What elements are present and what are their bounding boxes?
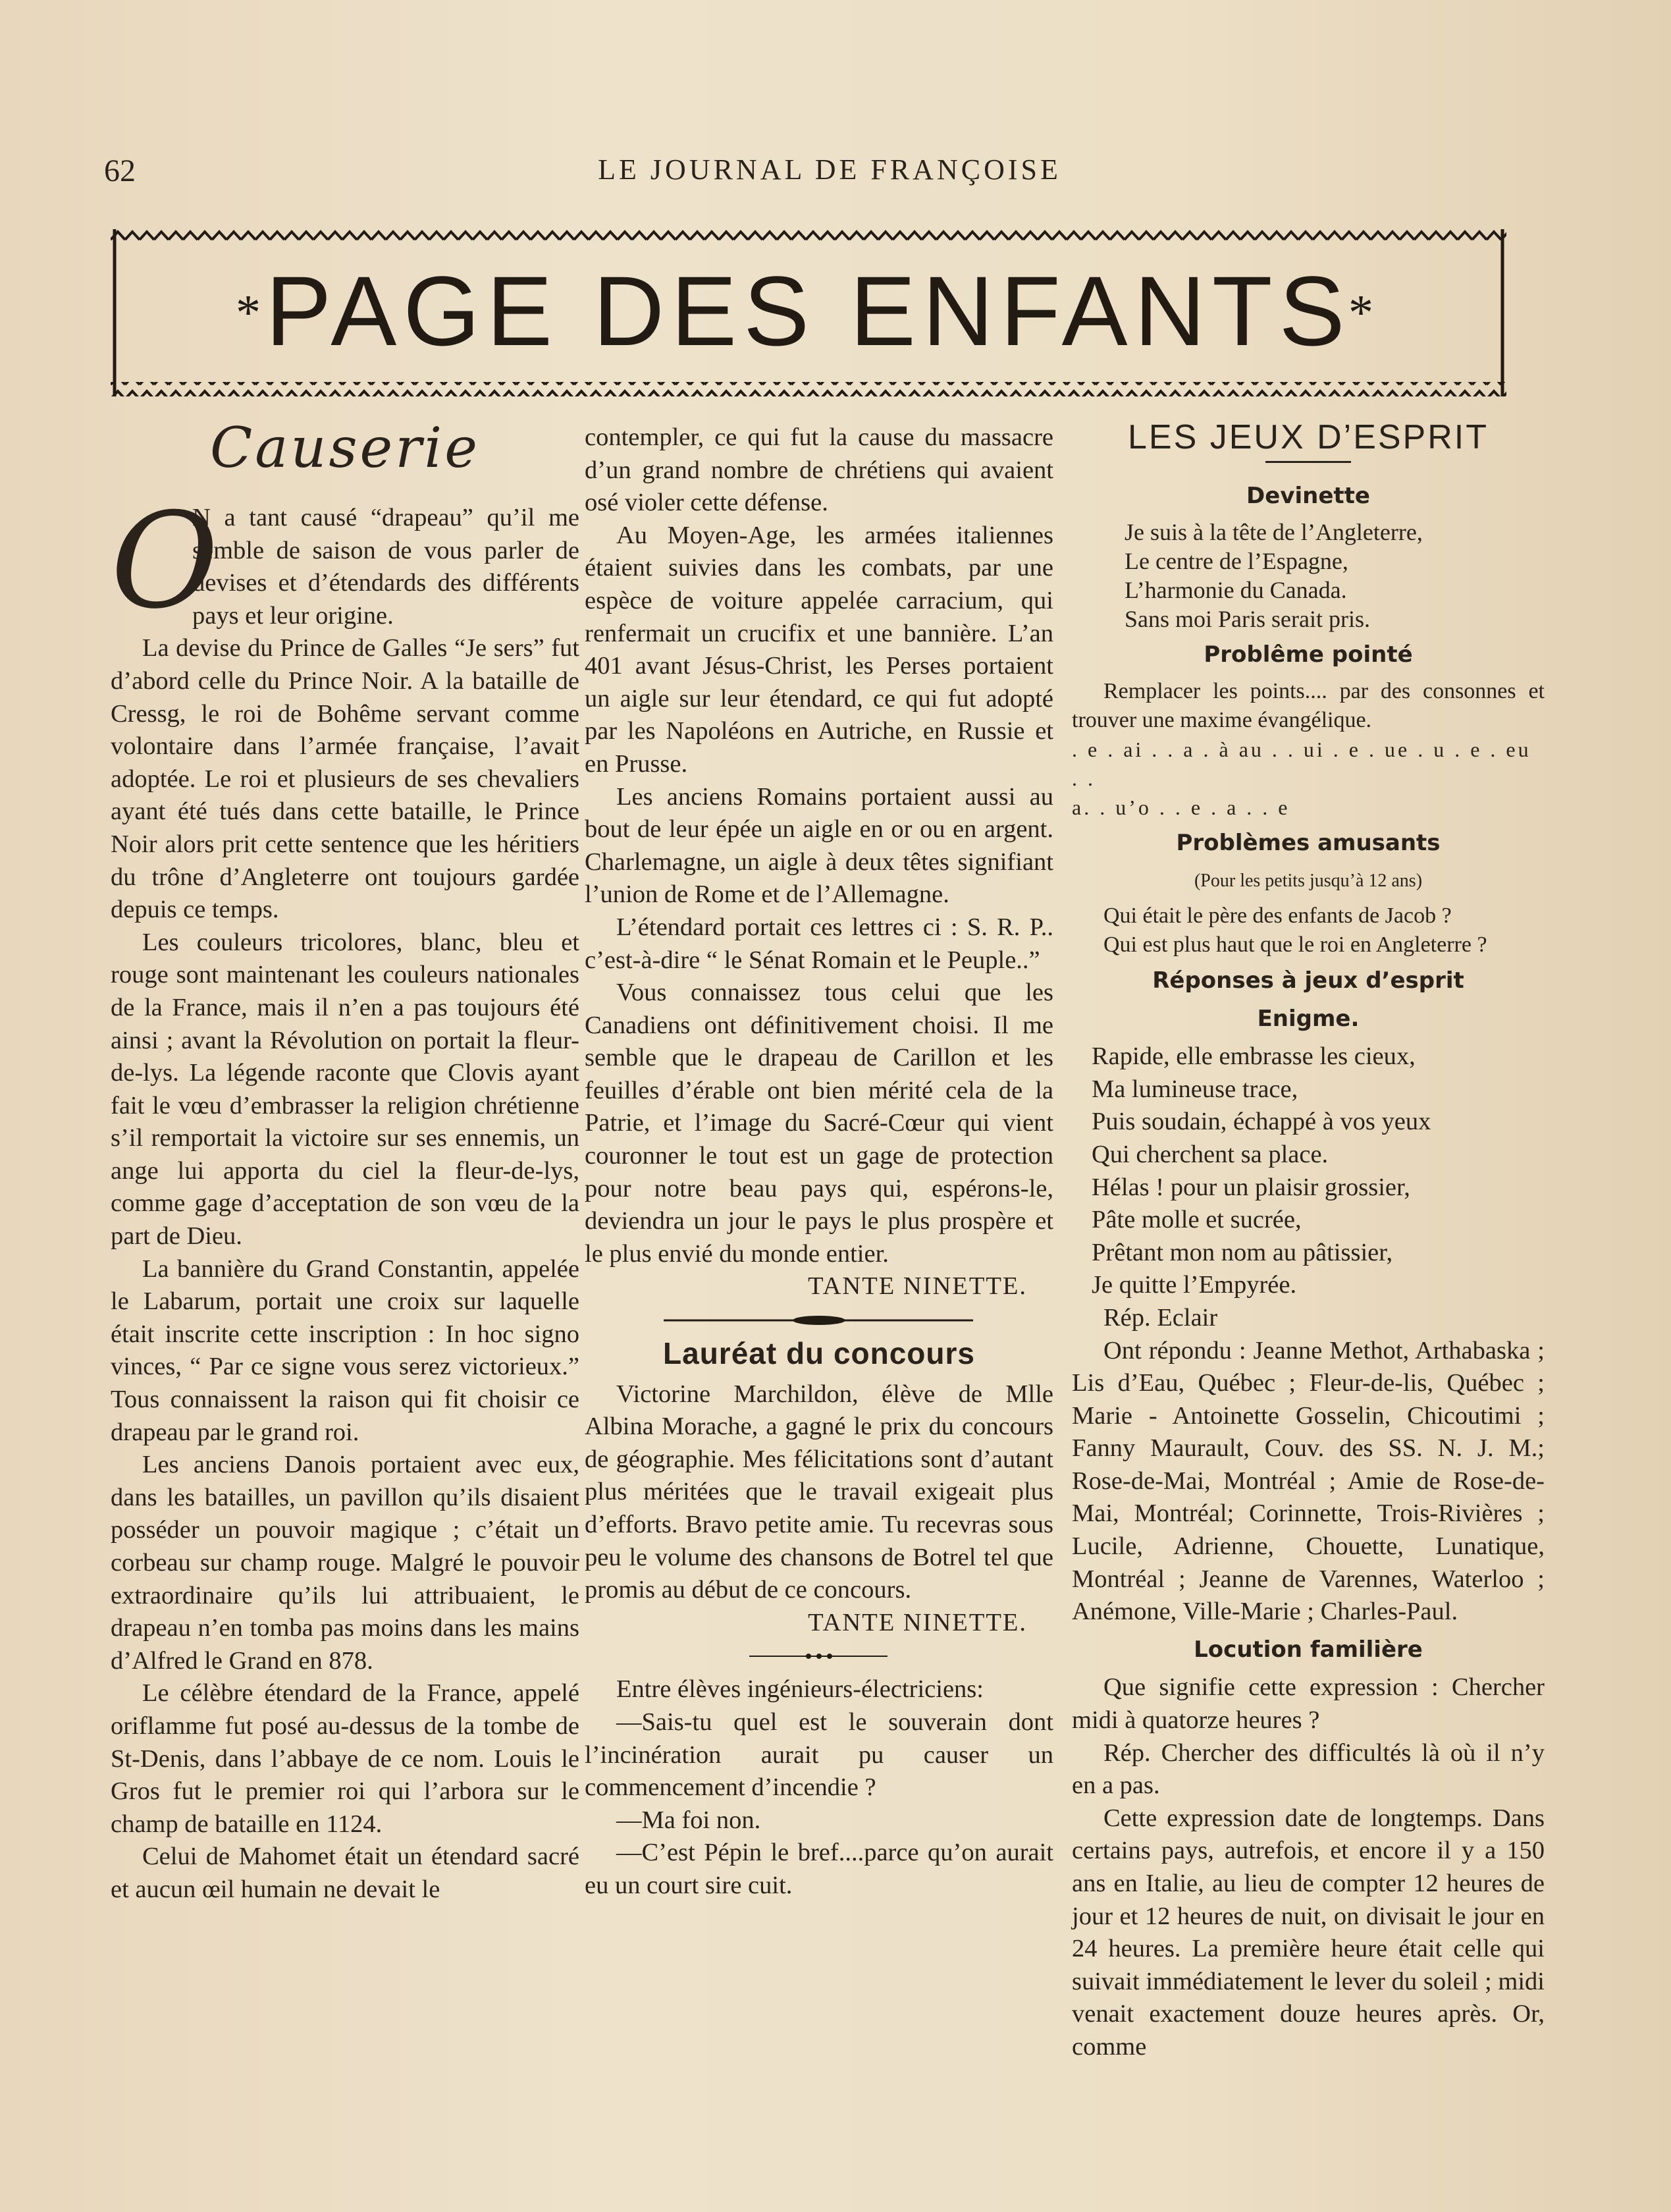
column-middle [585, 421, 1053, 1902]
locution-paragraph: Cette expression date de longtemps. Dans certains pays, autrefois, et encore il y a 150 ans en Italie, au lieu de compter 12 heures de jour et 12 heures de nuit, on divisait le jour en 24 heures. La première heure était celle qui suivait immédiatement le lever du soleil ; midi venait exactement douze heures après. Or, comme [1072, 1804, 1545, 2061]
causerie-paragraph: Les couleurs tricolores, blanc, bleu et rouge sont maintenant les couleurs nationales de la France, mais il n’en a pas toujours été ainsi ; avant la Révolution on portait la fleur-de-lys. La légende raconte que Clovis ayant fait le vœu d’embrasser la religion chrétienne s’il remportait la victoire sur ses ennemis, un ange lui apporta du ciel la fleur-de-lys, comme gage d’acceptation de son vœu de la part de Dieu. [111, 928, 579, 1251]
enigme-title: Enigme. [1257, 1005, 1360, 1032]
star-ornament-right-icon: * [1348, 285, 1373, 340]
laureat-heading: Lauréat du concours [663, 1336, 975, 1371]
joke-line: —Ma foi non. [616, 1806, 761, 1834]
devinette-title: Devinette [1246, 482, 1370, 509]
verse-line: Pâte molle et sucrée, [1092, 1206, 1302, 1234]
causerie-paragraph: Au Moyen-Age, les armées italiennes étaient suivies dans les combats, par une espèce de voiture appelée carracium, qui renfermait un crucifix et une bannière. L’an 401 avant Jésus-Christ, les Perses portaient un aigle sur leur étendard, ce qui fut adopté par les Napoléons en Autriche, en Russie et en Prusse. [585, 521, 1053, 778]
amusant-question: Qui était le père des enfants de Jacob ? [1103, 903, 1452, 928]
verse-line: Sans moi Paris serait pris. [1125, 606, 1370, 633]
verse-line: Je quitte l’Empyrée. [1092, 1271, 1297, 1299]
jeux-heading: LES JEUX D’ESPRIT [1127, 418, 1489, 456]
causerie-paragraph: La bannière du Grand Constantin, appelée le Labarum, portait une croix sur laquelle était inscrite cette inscription : In hoc signo vinces, “ Par ce signe vous serez victorieux.” Tous connaissent la raison qui fit choisir ce drapeau par le grand roi. [111, 1254, 579, 1446]
signature: TANTE NINETTE. [808, 1272, 1027, 1301]
causerie-paragraph: Celui de Mahomet était un étendard sacré et aucun œil humain ne devait le [111, 1843, 579, 1903]
causerie-paragraph: Les anciens Romains portaient aussi au bout de leur épée un aigle en or ou en argent. Charlemagne, un aigle à deux têtes signifiant l’union de Rome et de l’Allemagne. [585, 782, 1053, 909]
causerie-paragraph: L’étendard portait ces lettres ci : S. R. P.. c’est-à-dire “ le Sénat Romain et le Peuple..” [585, 913, 1053, 974]
ornamental-separator [585, 1308, 1053, 1332]
verse-line: Prêtant mon nom au pâtissier, [1092, 1238, 1393, 1266]
journal-title: LE JOURNAL DE FRANÇOISE [598, 153, 1061, 186]
running-header [99, 153, 1560, 199]
problemes-amusants-subtitle: (Pour les petits jusqu’à 12 ans) [1194, 871, 1423, 892]
causerie-heading: Causerie [210, 416, 480, 480]
banner-title: PAGE DES ENFANTS [265, 256, 1352, 366]
heading-rule [1265, 461, 1351, 463]
causerie-paragraph: Les anciens Danois portaient avec eux, dans les batailles, un pavillon qu’ils disaient posséder un pouvoir magique ; c’était un corbeau sur champ rouge. Malgré le pouvoir extraordinaire qu’ils lui attribuaient, le drapeau n’en tomba pas moins dans les mains d’Alfred le Grand en 878. [111, 1451, 579, 1675]
problemes-amusants-title: Problèmes amusants [1176, 829, 1441, 856]
reponses-title: Réponses à jeux d’esprit [1152, 967, 1464, 994]
page-number: 62 [104, 153, 136, 188]
causerie-paragraph: N a tant causé “drapeau” qu’il me semble de saison de vous parler de devises et d’étendards des différents pays et leur origine. [192, 504, 579, 630]
causerie-paragraph: La devise du Prince de Galles “Je sers” fut d’abord celle du Prince Noir. A la bataille de Cressg, le roi de Bohême servant comme volontaire dans l’armée française, l’avait adoptée. Le roi et plusieurs de ses chevaliers ayant été tués dans cette bataille, le Prince Noir alors prit cette sentence que les héritiers du trône d’Angleterre ont toujours gardée depuis ce temps. [111, 634, 579, 924]
separator-ornament-icon [585, 1308, 1053, 1332]
enigme-verse [1092, 1040, 1545, 1302]
verse-line: Puis soudain, échappé à vos yeux [1092, 1108, 1431, 1136]
joke-line: —Sais-tu quel est le souverain dont l’incinération aurait pu causer un commencement d’incendie ? [585, 1708, 1053, 1802]
drop-cap: O [111, 485, 219, 638]
page-banner [111, 229, 1506, 396]
verse-line: Le centre de l’Espagne, [1125, 548, 1348, 575]
probleme-pointe-puzzle: a. . u’o . . e . a . . e [1072, 795, 1290, 819]
amusant-question: Qui est plus haut que le roi en Angleterre ? [1103, 932, 1487, 957]
signature: TANTE NINETTE. [808, 1608, 1027, 1636]
verse-line: Je suis à la tête de l’Angleterre, [1125, 519, 1423, 546]
causerie-paragraph: contempler, ce qui fut la cause du massacre d’un grand nombre de chrétiens qui avaient osé violer cette défense. [585, 423, 1053, 517]
probleme-pointe-instructions: Remplacer les points.... par des consonnes et trouver une maxime évangélique. [1072, 678, 1545, 732]
joke-line: Entre élèves ingénieurs-électriciens: [616, 1675, 984, 1704]
probleme-pointe-puzzle: . e . ai . . a . à au . . ui . e . ue . u . e . eu . . [1072, 737, 1531, 790]
separator-ornament-icon [585, 1644, 1053, 1668]
locution-answer: Rép. Chercher des difficultés là où il n’y en a pas. [1072, 1739, 1545, 1800]
verse-line: Hélas ! pour un plaisir grossier, [1092, 1173, 1410, 1201]
verse-line: Ma lumineuse trace, [1092, 1075, 1298, 1103]
ornamental-separator [585, 1644, 1053, 1668]
locution-question: Que signifie cette expression : Chercher midi à quatorze heures ? [1072, 1673, 1545, 1735]
probleme-pointe-title: Problême pointé [1204, 641, 1413, 668]
causerie-paragraph: Vous connaissez tous celui que les Canadiens ont définitivement choisi. Il me semble que le drapeau de Carillon et les feuilles d’érable ont bien mérité cela de la Patrie, et l’image du Sacré-Cœur qui vient couronner le tout est un gage de protection pour notre beau pays qui, espérons-le, deviendra un jour le pays le plus prospère et le plus envié du monde entier. [585, 979, 1053, 1268]
verse-line: Rapide, elle embrasse les cieux, [1092, 1042, 1416, 1071]
column-right [1072, 418, 1545, 2064]
laureat-text: Victorine Marchildon, élève de Mlle Albina Morache, a gagné le prix du concours de géographie. Mes félicitations sont d’autant plus méritées que le travail exigeait plus d’efforts. Bravo petite amie. Tu recevras sous peu le volume des chansons de Botrel tel que promis au début de ce concours. [585, 1380, 1053, 1604]
verse-line: Qui cherchent sa place. [1092, 1140, 1329, 1168]
verse-line: L’harmonie du Canada. [1125, 577, 1347, 604]
column-left [111, 416, 579, 1906]
star-ornament-left-icon: * [236, 285, 261, 340]
locution-title: Locution familière [1194, 1636, 1423, 1663]
enigme-answer: Rép. Eclair [1103, 1303, 1218, 1332]
causerie-paragraph: Le célèbre étendard de la France, appelé oriflamme fut posé au-dessus de la tombe de St-Denis, dans l’abbaye de ce nom. Louis le Gros fut le premier roi qui l’arbora sur le champ de bataille en 1124. [111, 1679, 579, 1838]
devinette-verse [1125, 518, 1545, 634]
ont-repondu: Ont répondu : Jeanne Methot, Arthabaska ; Lis d’Eau, Québec ; Fleur-de-lis, Québec ; Marie - Antoinette Gosselin, Chicoutimi ; Fanny Maurault, Couv. des SS. N. J. M.; Rose-de-Mai, Montréal ; Amie de Rose-de-Mai, Montréal; Corinnette, Trois-Rivières ; Lucile, Adrienne, Chouette, Lunatique, Montréal ; Jeanne de Varennes, Waterloo ; Anémone, Ville-Marie ; Charles-Paul. [1072, 1336, 1545, 1626]
joke-line: —C’est Pépin le bref....parce qu’on aurait eu un court sire cuit. [585, 1839, 1053, 1899]
